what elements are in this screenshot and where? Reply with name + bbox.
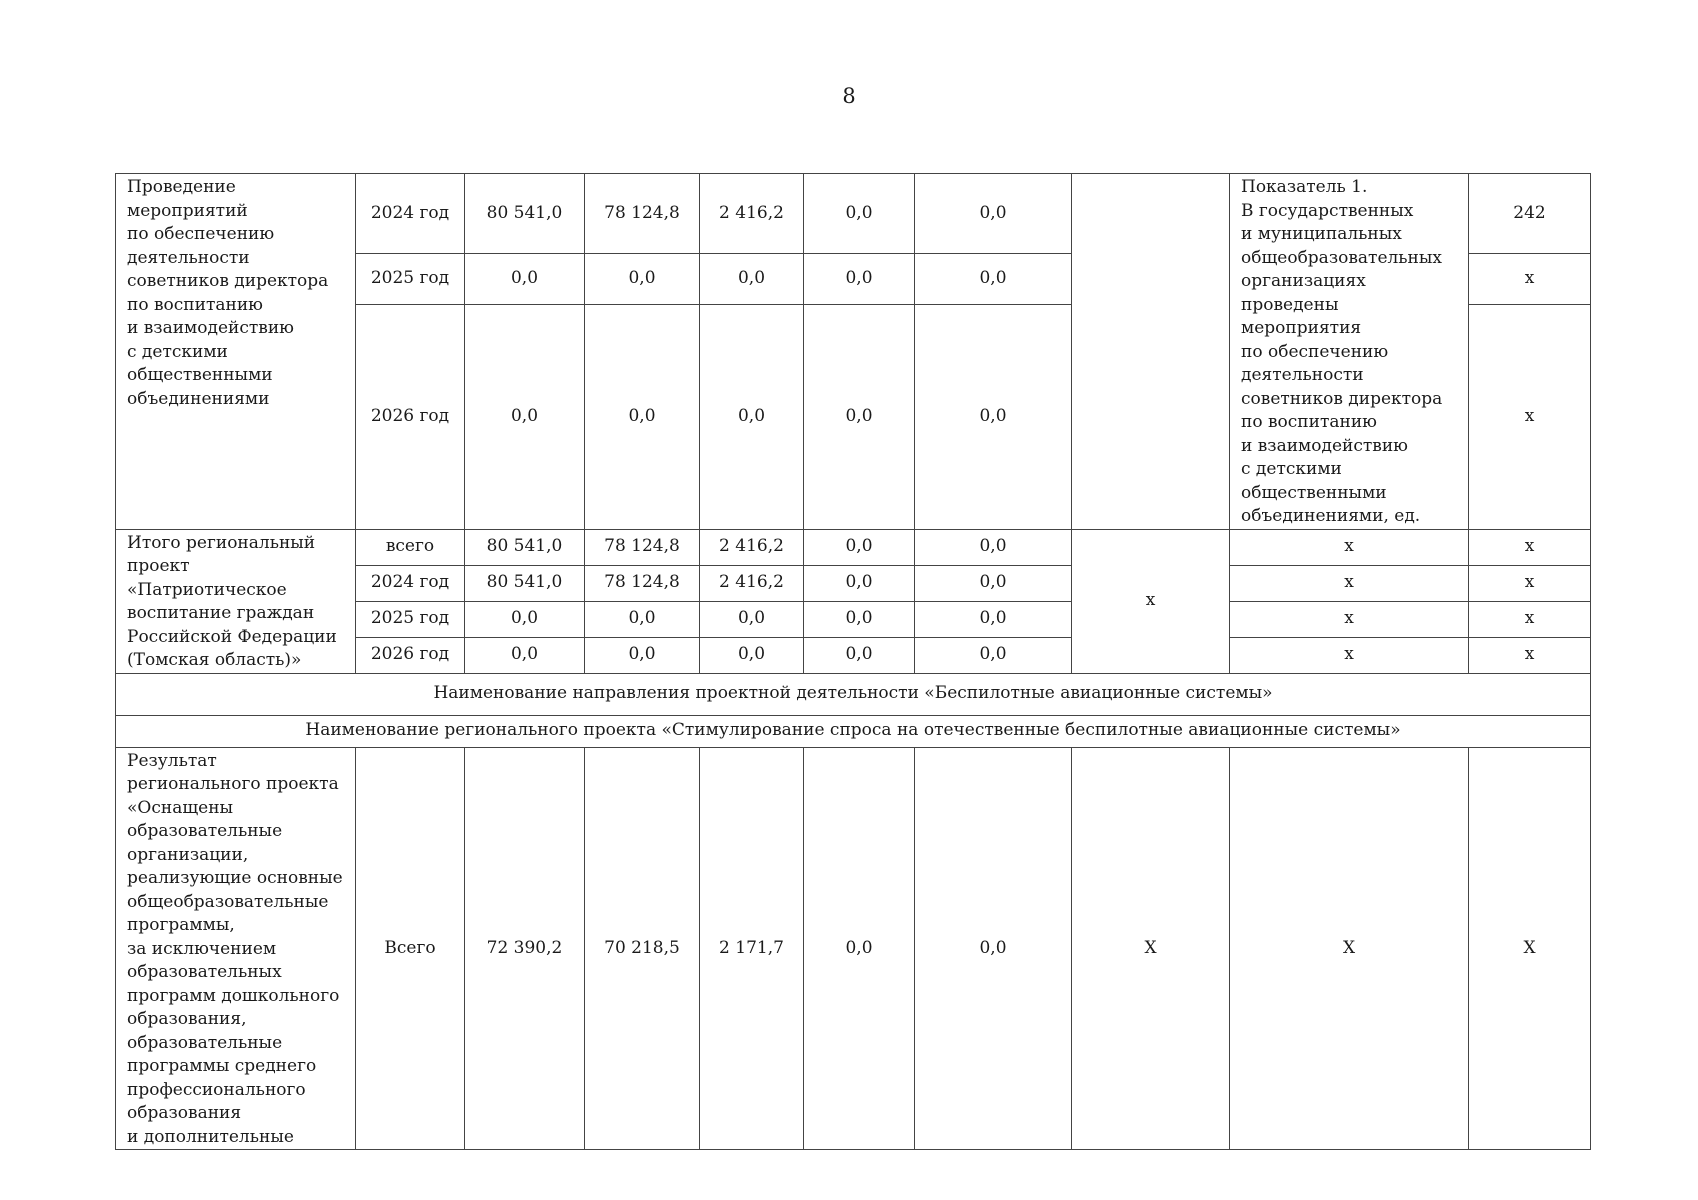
amount-cell: 0,0 (915, 305, 1072, 529)
year-cell: 2025 год (356, 253, 465, 305)
indicator-cell: x (1230, 529, 1469, 565)
amount-cell: 0,0 (915, 747, 1072, 1150)
amount-cell: 0,0 (804, 529, 915, 565)
result-name-cell: Результат регионального проекта «Оснащены образовательные организации, реализующие основные общеобразовательные программы, за исключением образовательных программ дошкольного образования, образовательные программы среднего профессионального образования и дополнительные (116, 747, 356, 1150)
amount-cell: 2 416,2 (700, 565, 804, 601)
amount-cell: 2 416,2 (700, 174, 804, 254)
amount-cell: 0,0 (700, 601, 804, 637)
indicator-value-cell: x (1469, 601, 1591, 637)
amount-cell: 78 124,8 (585, 174, 700, 254)
amount-cell: 0,0 (700, 305, 804, 529)
indicator-cell: x (1230, 601, 1469, 637)
budget-table (115, 173, 1591, 1150)
amount-cell: 0,0 (585, 305, 700, 529)
amount-cell: 0,0 (700, 637, 804, 673)
amount-cell: 70 218,5 (585, 747, 700, 1150)
amount-cell: 0,0 (585, 637, 700, 673)
amount-cell: 0,0 (915, 565, 1072, 601)
amount-cell: 0,0 (804, 601, 915, 637)
year-cell: 2025 год (356, 601, 465, 637)
indicator-cell: x (1230, 637, 1469, 673)
amount-cell: 80 541,0 (465, 565, 585, 601)
amount-cell: 0,0 (915, 253, 1072, 305)
amount-cell: 0,0 (804, 253, 915, 305)
amount-cell: 0,0 (804, 305, 915, 529)
project-heading: Наименование регионального проекта «Стимулирование спроса на отечественные беспилотные авиационные системы» (116, 715, 1591, 747)
amount-cell: 78 124,8 (585, 565, 700, 601)
amount-cell: 0,0 (585, 253, 700, 305)
indicator-value-cell: x (1469, 637, 1591, 673)
indicator-value-cell: X (1469, 747, 1591, 1150)
x-cell: X (1072, 747, 1230, 1150)
year-cell: 2026 год (356, 305, 465, 529)
table-row (116, 529, 1591, 565)
amount-cell: 2 171,7 (700, 747, 804, 1150)
direction-heading: Наименование направления проектной деятельности «Беспилотные авиационные системы» (116, 673, 1591, 715)
empty-cell (1072, 174, 1230, 530)
indicator-cell: X (1230, 747, 1469, 1150)
amount-cell: 0,0 (585, 601, 700, 637)
indicator-cell: Показатель 1. В государственных и муниципальных общеобразовательных организациях проведены мероприятия по обеспечению деятельности советников директора по воспитанию и взаимодействию с детскими общественными объединениями, ед. (1230, 174, 1469, 530)
table-row (116, 715, 1591, 747)
year-cell: Всего (356, 747, 465, 1150)
page-number: 8 (842, 84, 856, 108)
table-row (116, 673, 1591, 715)
total-name-cell: Итого региональный проект «Патриотическое воспитание граждан Российской Федерации (Томская область)» (116, 529, 356, 673)
table-row (116, 174, 1591, 254)
amount-cell: 78 124,8 (585, 529, 700, 565)
amount-cell: 0,0 (465, 601, 585, 637)
amount-cell: 0,0 (915, 601, 1072, 637)
amount-cell: 0,0 (804, 174, 915, 254)
amount-cell: 0,0 (465, 305, 585, 529)
amount-cell: 80 541,0 (465, 174, 585, 254)
amount-cell: 0,0 (804, 565, 915, 601)
year-cell: 2024 год (356, 565, 465, 601)
event-name-cell: Проведение мероприятий по обеспечению деятельности советников директора по воспитанию и взаимодействию с детскими общественными объединениями (116, 174, 356, 530)
table-row (116, 747, 1591, 1150)
amount-cell: 0,0 (804, 637, 915, 673)
amount-cell: 0,0 (700, 253, 804, 305)
amount-cell: 0,0 (915, 529, 1072, 565)
indicator-cell: x (1230, 565, 1469, 601)
amount-cell: 72 390,2 (465, 747, 585, 1150)
indicator-value-cell: x (1469, 253, 1591, 305)
year-cell: всего (356, 529, 465, 565)
year-cell: 2024 год (356, 174, 465, 254)
year-cell: 2026 год (356, 637, 465, 673)
amount-cell: 0,0 (465, 253, 585, 305)
amount-cell: 0,0 (915, 637, 1072, 673)
amount-cell: 80 541,0 (465, 529, 585, 565)
indicator-value-cell: 242 (1469, 174, 1591, 254)
indicator-value-cell: x (1469, 565, 1591, 601)
amount-cell: 0,0 (465, 637, 585, 673)
indicator-value-cell: x (1469, 305, 1591, 529)
merged-x-cell: x (1072, 529, 1230, 673)
amount-cell: 0,0 (915, 174, 1072, 254)
amount-cell: 0,0 (804, 747, 915, 1150)
indicator-value-cell: x (1469, 529, 1591, 565)
amount-cell: 2 416,2 (700, 529, 804, 565)
